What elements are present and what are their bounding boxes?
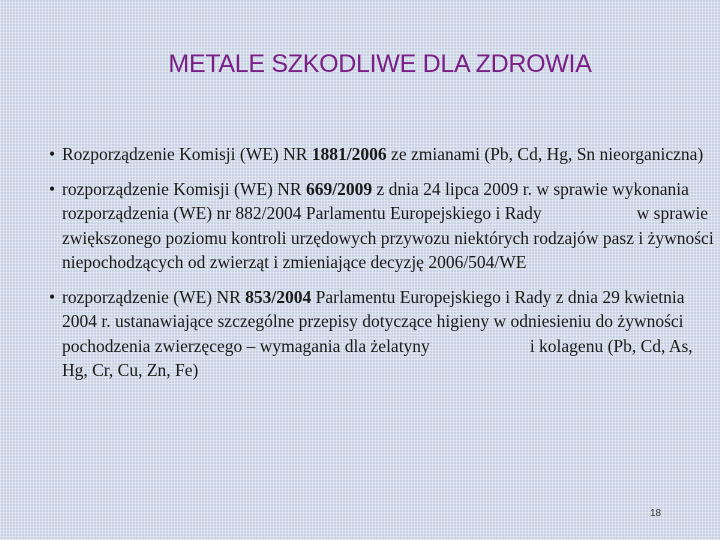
bullet-text-post-2: i kolagenu (Pb, Cd, As, Hg, Cr, Cu, Zn, Fe) bbox=[62, 335, 693, 380]
bullet-text-post-2: w sprawie zwiększonego poziomu kontroli urzędowych przywozu niektórych rodzajów pasz i żywności niepochodzących od zwierząt i zmieniające decyzję 2006/504/WE bbox=[62, 203, 714, 272]
bullet-text-post: z dnia 24 lipca 2009 r. w sprawie wykonania rozporządzenia (WE) nr 882/2004 Parlamentu Europejskiego i Rady bbox=[62, 178, 689, 223]
regulation-number: 1881/2006 bbox=[311, 144, 387, 164]
regulation-number: 669/2009 bbox=[305, 178, 373, 199]
bullet-text-pre: Rozporządzenie Komisji (WE) NR bbox=[62, 144, 312, 164]
bullet-marker: • bbox=[49, 178, 56, 199]
page-number: 18 bbox=[650, 508, 662, 519]
bullet-text-post: ze zmianami (Pb, Cd, Hg, Sn nieorganiczna) bbox=[386, 144, 704, 164]
bullet-item-2 bbox=[46, 177, 714, 275]
regulation-number: 853/2004 bbox=[245, 286, 312, 307]
bullet-text-post: Parlamentu Europejskiego i Rady z dnia 29 kwietnia 2004 r. ustanawiające szczególne przepisy dotyczące higieny w odniesieniu do żywności pochodzenia zwierzęcego – wymagania dla żelatyny bbox=[62, 286, 685, 356]
bullet-item-1 bbox=[46, 142, 714, 167]
bullet-list bbox=[46, 142, 714, 393]
bullet-text-pre: rozporządzenie Komisji (WE) NR bbox=[62, 178, 306, 199]
bullet-marker: • bbox=[49, 144, 56, 164]
bullet-marker: • bbox=[49, 286, 56, 307]
bullet-text-pre: rozporządzenie (WE) NR bbox=[62, 286, 246, 307]
slide-title: METALE SZKODLIWE DLA ZDROWIA bbox=[168, 50, 592, 78]
bullet-item-3 bbox=[46, 285, 714, 383]
